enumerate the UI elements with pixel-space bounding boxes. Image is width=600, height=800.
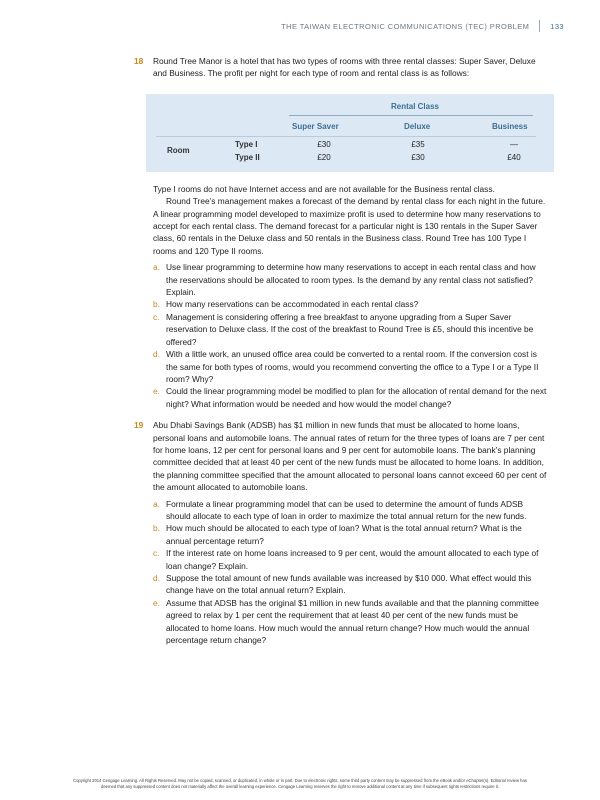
- question-item: [153, 298, 548, 310]
- page-number: 133: [550, 21, 564, 31]
- item-letter: e.: [153, 597, 160, 608]
- item-text: How many reservations can be accommodated in each rental class?: [166, 299, 419, 310]
- item-text: Management is considering offering a free breakfast to anyone upgrading from a Super Saver reservation to Deluxe class. If the cost of the breakfast to Round Tree is £5, should this incentive be offered?: [166, 311, 534, 347]
- row-header: Room: [167, 145, 190, 155]
- header-divider: [539, 20, 540, 32]
- running-header: [281, 20, 564, 32]
- table-cell: —: [510, 139, 518, 149]
- table-cell: £30: [411, 152, 425, 162]
- item-letter: c.: [153, 311, 160, 322]
- problem-intro: Round Tree Manor is a hotel that has two types of rooms with three rental classes: Super Saver, Deluxe and Business. The profit per night for each type of room and rental class is as follows:: [153, 56, 536, 79]
- item-text: Suppose the total amount of new funds available was increased by $10 000. What effect would this change have on the total annual return? Explain.: [166, 573, 532, 596]
- copyright-footer: [0, 778, 600, 790]
- column-header: Deluxe: [404, 121, 431, 131]
- copyright-line: Copyright 2014 Cengage Learning. All Rights Reserved. May not be copied, scanned, or duplicated, in whole or in part. Due to electronic rights, some third party content may be suppressed from the eBook and/or eChapter(s). Editorial review has: [73, 778, 527, 783]
- paragraph: Type I rooms do not have Internet access and are not available for the Business rental class.: [153, 183, 495, 194]
- question-item: [153, 547, 548, 572]
- problem-18: [134, 55, 548, 410]
- page-content: [0, 55, 600, 646]
- item-letter: d.: [153, 349, 160, 360]
- question-item: [153, 498, 548, 523]
- question-item: [153, 597, 548, 647]
- item-text: How much should be allocated to each type of loan? What is the total annual return? What is the annual percentage return?: [166, 523, 522, 546]
- question-item: [153, 522, 548, 547]
- item-letter: a.: [153, 262, 160, 273]
- question-list: [153, 498, 548, 647]
- table-cell: £20: [317, 152, 331, 162]
- item-text: Use linear programming to determine how many reservations to accept in each rental class and how the reservations should be allocated to room types. Is the demand by any rental class not satisfied? Explain.: [166, 262, 536, 298]
- profit-table: [146, 94, 554, 172]
- question-list: [153, 261, 548, 410]
- item-text: With a little work, an unused office area could be converted to a rental room. If the conversion cost is the same for both types of rooms, would you recommend converting the office to a Type I or a Type II room? Why?: [166, 349, 539, 384]
- copyright-line: deemed that any suppressed content does not materially affect the overall learning experience. Cengage Learning reserves the right to remove additional content at any time if subsequent rights restrictions require it.: [101, 784, 499, 789]
- problem-19: [134, 419, 548, 646]
- table-cell: £40: [507, 152, 521, 162]
- row-label: Type I: [235, 139, 258, 149]
- column-header: Super Saver: [292, 121, 339, 131]
- item-letter: e.: [153, 386, 160, 397]
- running-header-title: THE TAIWAN ELECTRONIC COMMUNICATIONS (TEC) PROBLEM: [281, 21, 530, 31]
- question-item: [153, 311, 548, 348]
- question-item: [153, 385, 548, 410]
- question-item: [153, 572, 548, 597]
- item-letter: c.: [153, 548, 160, 559]
- table-caption: Rental Class: [390, 101, 440, 111]
- problem-intro: Abu Dhabi Savings Bank (ADSB) has $1 million in new funds that must be allocated to home loans, personal loans and automobile loans. The annual rates of return for the three types of loans are 7 per cent for home loans, 12 per cent for personal loans and 9 per cent for automobile loans. The bank’s planning committee decided that at least 40 per cent of the new funds must be allocated to home loans. In addition, the planning committee specified that the amount allocated to personal loans cannot exceed 60 per cent of the amount allocated to automobile loans.: [153, 420, 547, 493]
- table-caption-rule: [289, 115, 533, 116]
- table-cell: £30: [317, 139, 331, 149]
- question-item: [153, 348, 548, 385]
- item-letter: d.: [153, 573, 160, 583]
- item-text: Assume that ADSB has the original $1 million in new funds available and that the planning committee agreed to relax by 1 per cent the requirement that at least 40 per cent of the new funds must be allocated to home loans. How much would the annual return change? How much would the annual percentage return change?: [166, 597, 539, 646]
- table-cell: £35: [411, 139, 425, 149]
- problem-number: 19: [134, 420, 144, 431]
- item-text: Formulate a linear programming model that can be used to determine the amount of funds ADSB should allocate to each type of loan in order to maximize the total annual return for the new funds.: [166, 498, 527, 521]
- item-text: If the interest rate on home loans increased to 9 per cent, would the amount allocated to each type of loan change? Explain.: [166, 548, 539, 571]
- paragraph: Round Tree’s management makes a forecast of the demand by rental class for each night in the future. A linear programming model developed to maximize profit is used to determine how many reservations to accept for each rental class. The demand forecast for a particular night is 130 rentals in the Super Saver class, 60 rentals in the Deluxe class and 50 rentals in the Business class. Round Tree has 100 Type I rooms and 120 Type II rooms.: [153, 196, 546, 256]
- row-label: Type II: [235, 152, 260, 162]
- item-letter: b.: [153, 299, 160, 310]
- item-text: Could the linear programming model be modified to plan for the allocation of rental demand for the next night? What information would be needed and how would the model change?: [166, 386, 547, 409]
- column-header: Business: [492, 121, 528, 131]
- table-header-rule: [156, 136, 536, 137]
- item-letter: a.: [153, 498, 160, 509]
- problem-number: 18: [134, 56, 144, 66]
- question-item: [153, 261, 548, 298]
- item-letter: b.: [153, 523, 160, 534]
